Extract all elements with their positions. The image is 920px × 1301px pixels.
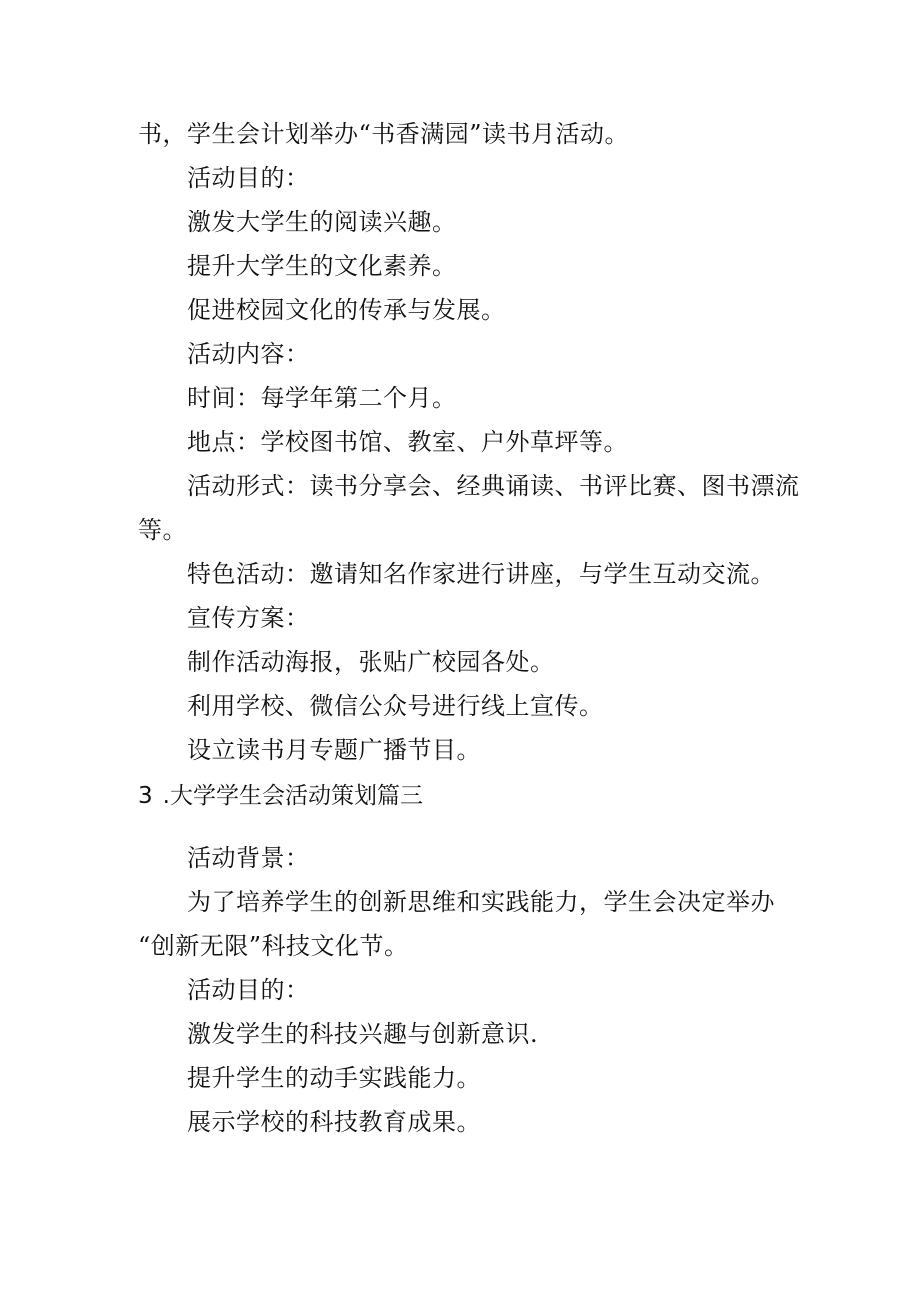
subheading-purpose: 活动目的：: [187, 164, 310, 192]
list-item: 展示学校的科技教育成果。: [187, 1108, 481, 1136]
list-item: 提升学生的动手实践能力。: [187, 1064, 481, 1092]
list-item: 激发学生的科技兴趣与创新意识.: [187, 1020, 539, 1048]
paragraph-line: 书，学生会计划举办“书香满园”读书月活动。: [138, 120, 630, 148]
list-item: 制作活动海报，张贴广校园各处。: [187, 648, 555, 676]
paragraph-line: “创新无限”科技文化节。: [138, 932, 409, 960]
list-item: 设立读书月专题广播节目。: [187, 736, 481, 764]
list-item: 促进校园文化的传承与发展。: [187, 296, 506, 324]
subheading-content: 活动内容：: [187, 340, 310, 368]
list-item: 提升大学生的文化素养。: [187, 252, 457, 280]
list-item: 利用学校、微信公众号进行线上宣传。: [187, 692, 604, 720]
paragraph-line: 为了培养学生的创新思维和实践能力，学生会决定举办: [187, 888, 775, 916]
section-heading: [138, 780, 423, 812]
list-item: 特色活动：邀请知名作家进行讲座，与学生互动交流。: [187, 560, 775, 588]
paragraph-line: 等。: [138, 516, 187, 544]
list-item: 活动形式：读书分享会、经典诵读、书评比赛、图书漂流: [187, 472, 800, 500]
section-title: .大学学生会活动策划篇三: [162, 783, 423, 809]
subheading-background: 活动背景：: [187, 844, 310, 872]
list-item: 激发大学生的阅读兴趣。: [187, 208, 457, 236]
section-number: 3: [138, 783, 153, 809]
subheading-promotion: 宣传方案：: [187, 604, 310, 632]
list-item: 地点：学校图书馆、教室、户外草坪等。: [187, 428, 628, 456]
subheading-purpose: 活动目的：: [187, 976, 310, 1004]
list-item: 时间：每学年第二个月。: [187, 384, 457, 412]
